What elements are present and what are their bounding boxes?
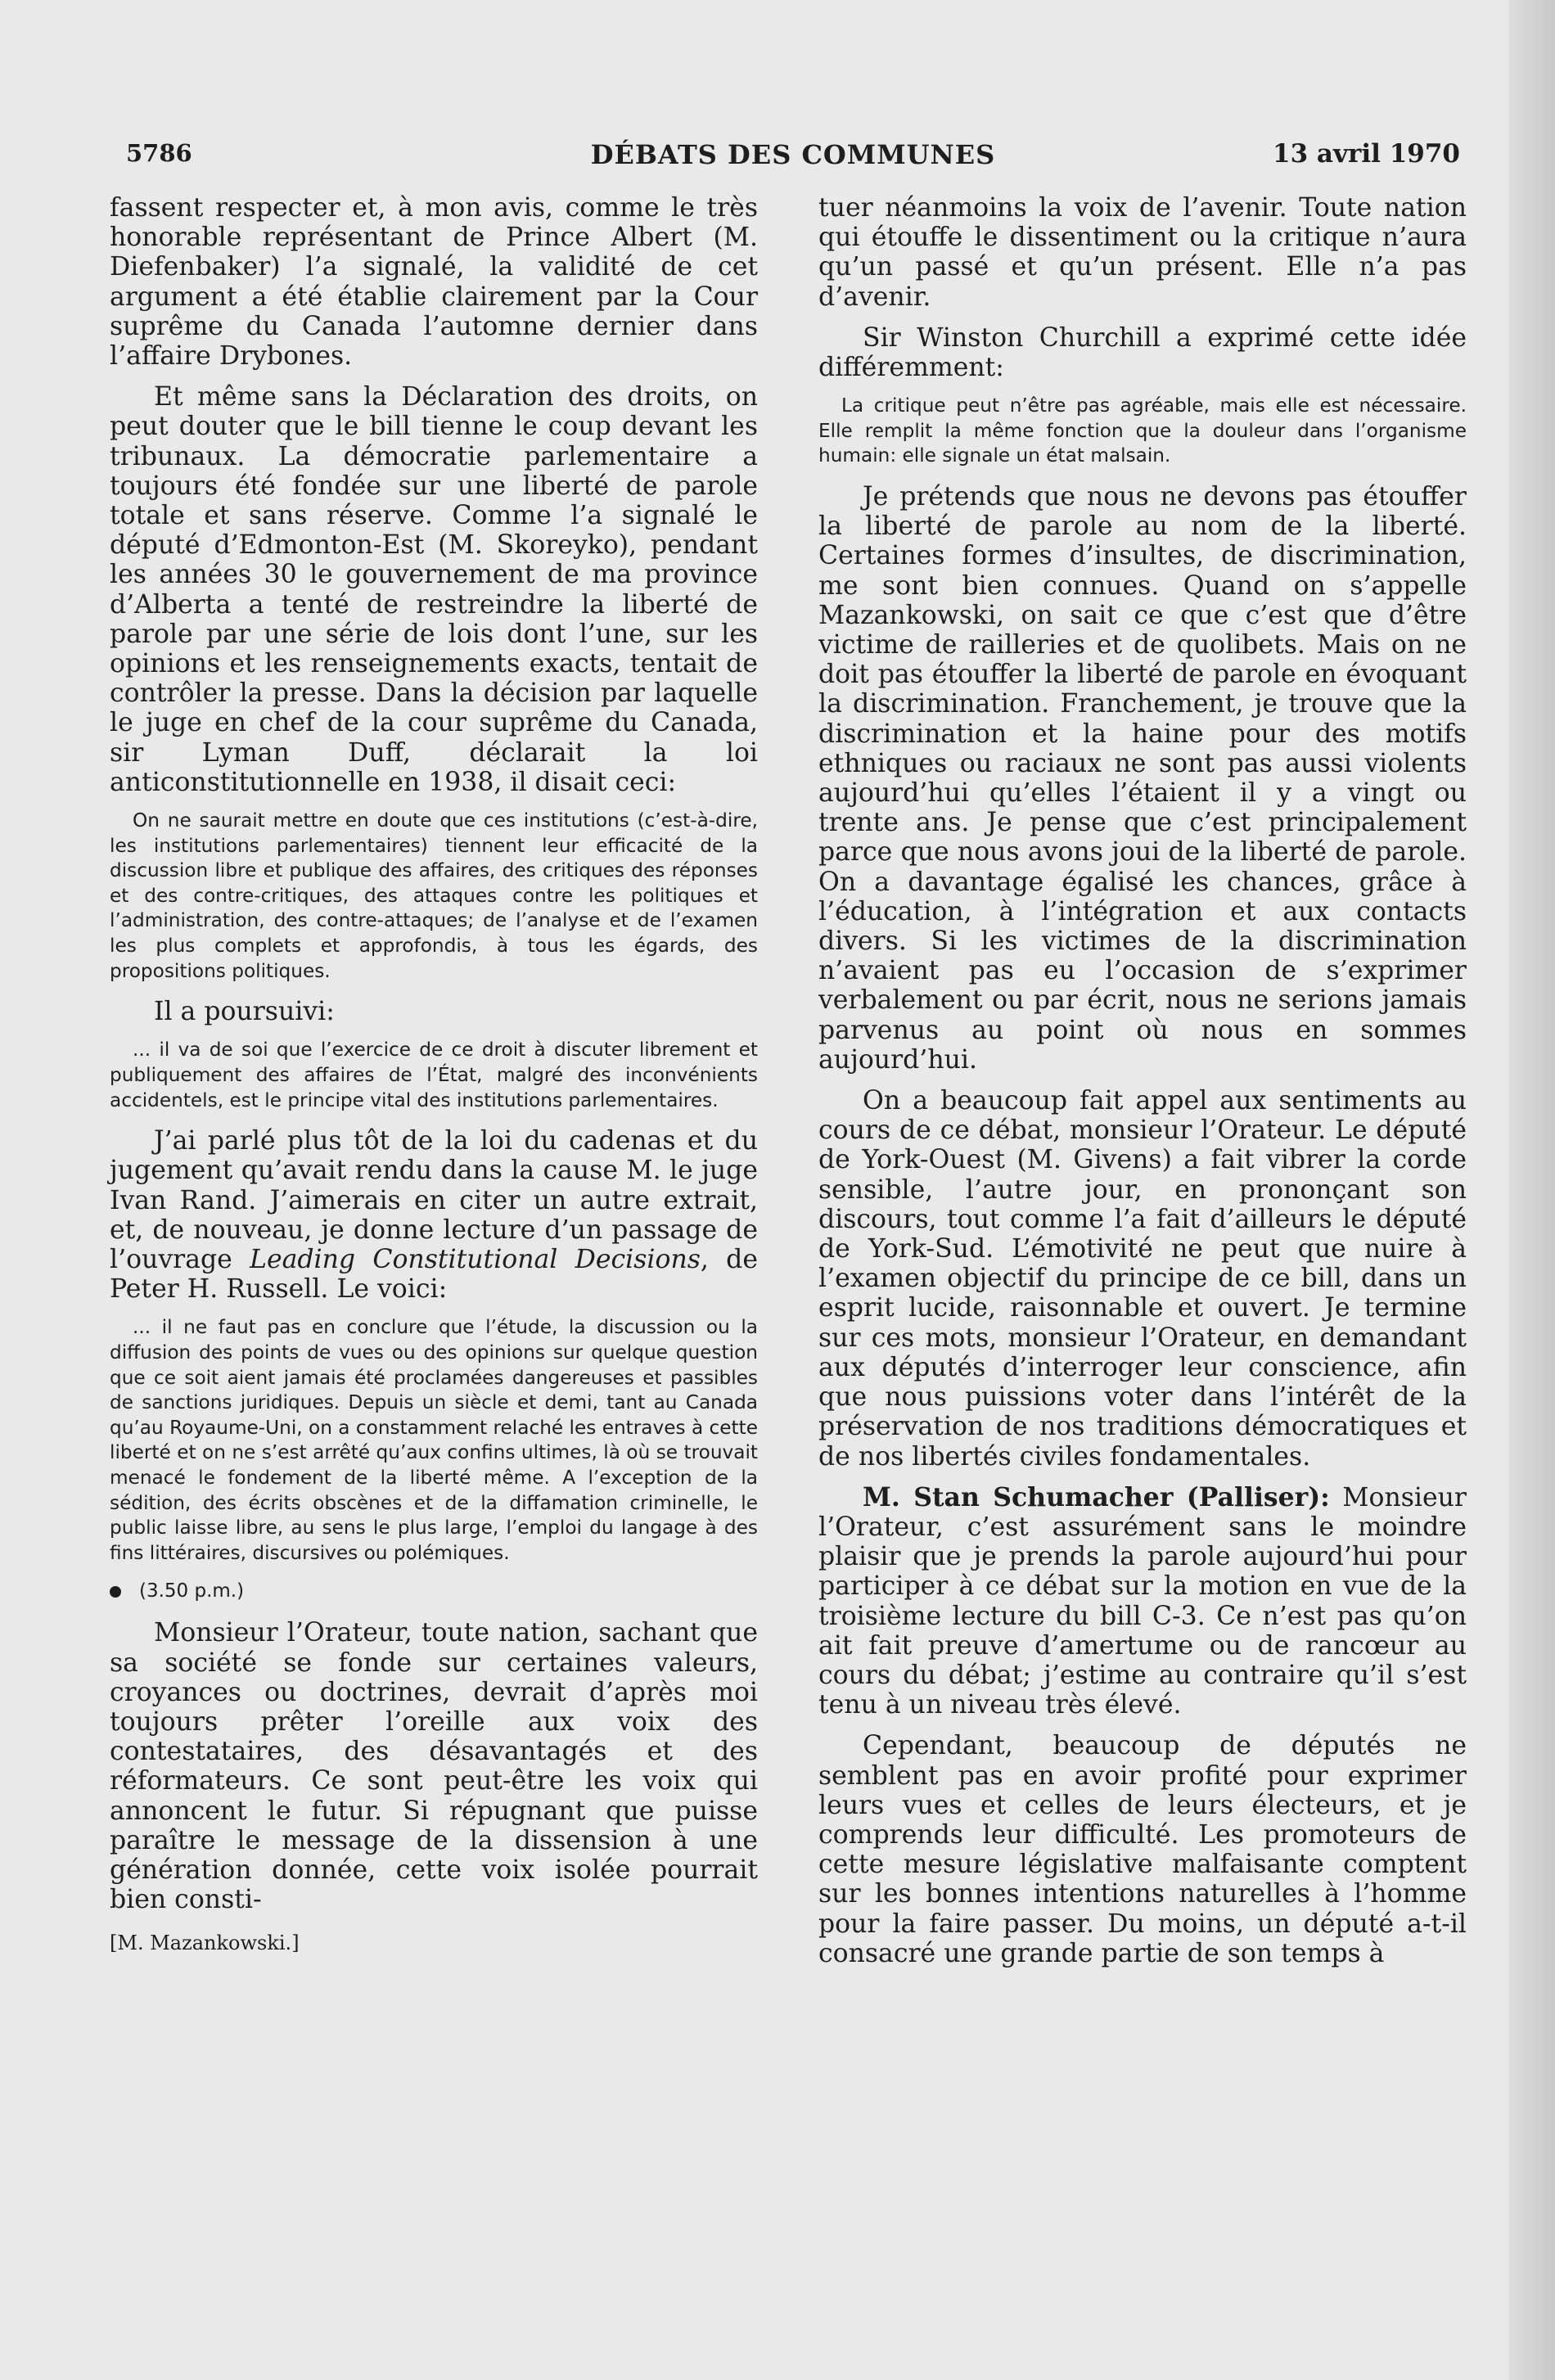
block-quote: ... il va de soi que l’exercice de ce droit à discuter librement et publiquement des affaires de l’État, malgré des inconvénients accidentels, est le principe vital des institutions parlementaires. <box>110 1039 758 1111</box>
time-text: (3.50 p.m.) <box>139 1580 245 1602</box>
block-quote: ... il ne faut pas en conclure que l’étude, la discussion ou la diffusion des points de vues ou des opinions sur quelque question que ce soit aient jamais été proclamées dangereuses et passibles de sanctions juridiques. Depuis un siècle et demi, tant au Canada qu’au Royaume-Uni, on a constamment relaché les entraves à cette liberté et on ne s’est arrêté qu’aux confins ultimes, là où se trouvait menacé le fondement de la liberté même. A l’exception de la sédition, des écrits obscènes et de la diffamation criminelle, le public laisse libre, au sens le plus large, l’emploi du langage à des fins littéraires, discursives ou polémiques. <box>110 1316 758 1564</box>
paragraph <box>110 1126 758 1304</box>
paragraph-text: J’ai parlé plus tôt de la loi du cadenas et du jugement qu’avait rendu dans la cause M. le juge Ivan Rand. J’aimerais en citer un autre extrait, et, de nouveau, je donne lecture d’un passage de l’ouvrage <box>110 1126 758 1275</box>
left-column <box>110 193 758 1955</box>
book-title: Leading Constitutional Decisions <box>250 1245 701 1275</box>
scan-edge <box>1509 0 1555 2380</box>
paragraph: Et même sans la Déclaration des droits, on peut douter que le bill tienne le coup devant les tribunaux. La démocratie parlementaire a toujours été fondée sur une liberté de parole totale et sans réserve. Comme l’a signalé le député d’Edmonton-Est (M. Skoreyko), pendant les années 30 le gouvernement de ma province d’Alberta a tenté de restreindre la liberté de parole par une série de lois dont l’une, sur les opinions et les renseignements exacts, tentait de contrôler la presse. Dans la décision par laquelle le juge en chef de la cour suprême du Canada, sir Lyman Duff, déclarait la loi anticonstitutionnelle en 1938, il disait ceci: <box>110 382 758 797</box>
paragraph: Monsieur l’Orateur, toute nation, sachant que sa société se fonde sur certaines valeurs, croyances ou doctrines, devrait d’après moi toujours prêter l’oreille aux voix des contestataires, des désavantagés et des réformateurs. Ce sont peut-être les voix qui annoncent le futur. Si répugnant que puisse paraître le message de la dissension à une génération donnée, cette voix isolée pourrait bien consti- <box>110 1618 758 1915</box>
paragraph <box>818 1483 1467 1720</box>
paragraph: Sir Winston Churchill a exprimé cette idée différemment: <box>818 322 1467 383</box>
block-quote: La critique peut n’être pas agréable, mais elle est nécessaire. Elle remplit la même fonction que la douleur dans l’organisme humain: elle signale un état malsain. <box>818 394 1467 467</box>
block-quote: On ne saurait mettre en doute que ces institutions (c’est-à-dire, les institutions parlementaires) tiennent leur efficacité de la discussion libre et publique des affaires, des critiques des réponses et des contre-critiques, des attaques contre les politiques et l’administration, des contre-attaques; de l’analyse et de l’examen les plus complets et approfondis, à tous les égards, des propositions politiques. <box>110 809 758 982</box>
paragraph: On a beaucoup fait appel aux sentiments au cours de ce débat, monsieur l’Orateur. Le député de York-Ouest (M. Givens) a fait vibrer la corde sensible, l’autre jour, en prononçant son discours, tout comme l’a fait d’ailleurs le député de York-Sud. L’émotivité ne peut que nuire à l’examen objectif du principe de ce bill, dans un esprit lucide, raisonnable et ouvert. Je termine sur ces mots, monsieur l’Orateur, en demandant aux députés d’interroger leur conscience, afin que nous puissions voter dans l’intérêt de la préservation de nos traditions démocratiques et de nos libertés civiles fondamentales. <box>818 1086 1467 1472</box>
page-date: 13 avril 1970 <box>1273 139 1460 169</box>
speaker-name: M. Stan Schumacher (Palliser): <box>863 1481 1330 1512</box>
paragraph: Cependant, beaucoup de députés ne semblent pas en avoir profité pour exprimer leurs vues et celles de leurs électeurs, et je comprends leur difficulté. Les promoteurs de cette mesure législative malfaisante comptent sur les bonnes intentions naturelles à l’homme pour la faire passer. Du moins, un député a-t-il consacré une grande partie de son temps à <box>818 1731 1467 1968</box>
paragraph: Il a poursuivi: <box>154 997 335 1027</box>
speaker-footnote: [M. Mazankowski.] <box>110 1931 300 1955</box>
time-marker <box>110 1579 758 1603</box>
paragraph-text: , de Peter H. Russell. Le voici: <box>110 1245 758 1305</box>
paragraph: fassent respecter et, à mon avis, comme le très honorable représentant de Prince Albert (M. Diefenbaker) l’a signalé, la validité de cet argument a été établie clairement par la Cour suprême du Canada l’automne dernier dans l’affaire Drybones. <box>110 193 758 372</box>
right-column <box>818 193 1467 1980</box>
paragraph-text: Monsieur l’Orateur, c’est assurément sans le moindre plaisir que je prends la parole aujourd’hui pour participer à ce débat sur la motion en vue de la troisième lecture du bill C-3. Ce n’est pas qu’on ait fait preuve d’amertume ou de rancœur au cours du débat; j’estime au contraire qu’il s’est tenu à un niveau très élevé. <box>818 1482 1467 1720</box>
bullet-icon <box>110 1586 121 1598</box>
page-title: DÉBATS DES COMMUNES <box>590 139 996 170</box>
paragraph: Je prétends que nous ne devons pas étouffer la liberté de parole au nom de la liberté. Certaines formes d’insultes, de discrimination, me sont bien connues. Quand on s’appelle Mazankowski, on sait ce que c’est que d’être victime de railleries et de quolibets. Mais on ne doit pas étouffer la liberté de parole en évoquant la discrimination. Franchement, je trouve que la discrimination et la haine pour des motifs ethniques ou raciaux ne sont pas aussi violents aujourd’hui qu’elles l’étaient il y a vingt ou trente ans. Je pense que c’est principalement parce que nous avons joui de la liberté de parole. On a davantage égalisé les chances, grâce à l’éducation, à l’intégration et aux contacts divers. Si les victimes de la discrimination n’avaient pas eu l’occasion de s’exprimer verbalement ou par écrit, nous ne serions jamais parvenus au point où nous en sommes aujourd’hui. <box>818 482 1467 1075</box>
paragraph: tuer néanmoins la voix de l’avenir. Toute nation qui étouffe le dissentiment ou la critique n’aura qu’un passé et qu’un présent. Elle n’a pas d’avenir. <box>818 193 1467 312</box>
page-number: 5786 <box>126 139 192 167</box>
running-header <box>126 139 1460 177</box>
